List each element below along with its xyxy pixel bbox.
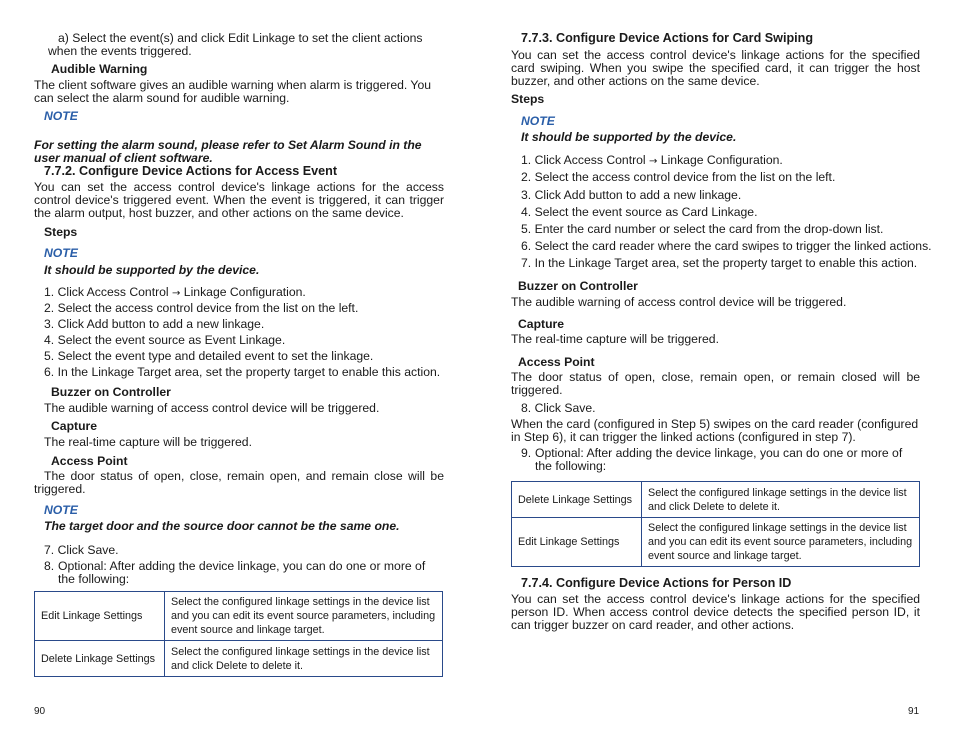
section-text: You can set the access control device's linkage actions for the specified person ID. When access control device detects the specified person ID, it can trigger buzzer on card reader, and other actions.	[511, 592, 920, 632]
table-cell-action: Delete Linkage Settings	[512, 482, 642, 518]
note-text: The target door and the source door cannot be the same one.	[44, 519, 400, 533]
list-item: 3. Click Add button to add a new linkage.	[44, 317, 265, 331]
note-text: For setting the alarm sound, please refer to Set Alarm Sound in the user manual of client software.	[34, 138, 422, 166]
list-item: 8. Click Save.	[521, 401, 596, 415]
list-item: 2. Select the access control device from the list on the left.	[44, 301, 359, 315]
access-point-text: The door status of open, close, remain open, or remain closed will be triggered.	[511, 370, 920, 397]
section-title: 7.7.4. Configure Device Actions for Person ID	[521, 576, 792, 590]
steps-label: Steps	[44, 225, 78, 239]
steps-label: Steps	[511, 92, 545, 106]
table-cell-description: Select the configured linkage settings in the device list and you can edit its event source parameters, including event source and linkage target.	[642, 518, 920, 567]
table-row	[35, 641, 443, 677]
list-item: 9. Optional: After adding the device linkage, you can do one or more of the following:	[521, 446, 903, 473]
capture-heading: Capture	[518, 317, 565, 331]
list-item: 4. Select the event source as Event Linkage.	[44, 333, 286, 347]
table-cell-action: Edit Linkage Settings	[35, 592, 165, 641]
buzzer-heading: Buzzer on Controller	[518, 279, 638, 293]
list-item: 8. Optional: After adding the device linkage, you can do one or more of the following:	[44, 559, 426, 586]
list-item: 1. Click Access Control → Linkage Configuration.	[521, 153, 783, 167]
list-item: 4. Select the event source as Card Linkage.	[521, 205, 758, 219]
section-title: 7.7.3. Configure Device Actions for Card Swiping	[521, 31, 814, 45]
list-item: 5. Select the event type and detailed event to set the linkage.	[44, 349, 374, 363]
step-8-text: When the card (configured in Step 5) swipes on the card reader (configured in Step 6), it can trigger the linked actions (configured in step 7).	[511, 417, 919, 444]
capture-text: The real-time capture will be triggered.	[511, 332, 719, 346]
list-item: 6. Select the card reader where the card swipes to trigger the linked actions.	[521, 239, 932, 253]
buzzer-text: The audible warning of access control device will be triggered.	[44, 401, 380, 415]
note-label: NOTE	[44, 503, 78, 517]
access-point-heading: Access Point	[51, 454, 128, 468]
note-label: NOTE	[44, 109, 78, 123]
table-cell-action: Delete Linkage Settings	[35, 641, 165, 677]
list-item: 2. Select the access control device from the list on the left.	[521, 170, 836, 184]
page-number: 90	[34, 706, 46, 717]
page-number: 91	[908, 706, 920, 717]
buzzer-text: The audible warning of access control device will be triggered.	[511, 295, 847, 309]
section-text: You can set the access control device's linkage actions for the access control device's triggered event. When the event is triggered, it can trigger the alarm output, host buzzer, and other actions on the same device.	[34, 180, 444, 220]
step-a-text: a) Select the event(s) and click Edit Linkage to set the client actions when the events triggered.	[48, 31, 423, 58]
capture-heading: Capture	[51, 419, 98, 433]
table-row	[512, 482, 920, 518]
note-label: NOTE	[521, 114, 555, 128]
note-label: NOTE	[44, 246, 78, 260]
list-item: 7. Click Save.	[44, 543, 119, 557]
linkage-table	[34, 591, 443, 677]
arrow-icon: →	[649, 156, 658, 167]
list-item: 3. Click Add button to add a new linkage.	[521, 188, 742, 202]
access-point-heading: Access Point	[518, 355, 595, 369]
section-text: You can set the access control device's linkage actions for the specified card swiping. When you swipe the specified card, it can trigger the host buzzer, and other actions on the same device.	[511, 48, 920, 88]
audible-warning-text: The client software gives an audible warning when alarm is triggered. You can select the alarm sound for audible warning.	[34, 78, 431, 105]
table-row	[35, 592, 443, 641]
table-cell-description: Select the configured linkage settings in the device list and click Delete to delete it.	[642, 482, 920, 518]
table-row	[512, 518, 920, 567]
buzzer-heading: Buzzer on Controller	[51, 385, 171, 399]
list-item: 7. In the Linkage Target area, set the property target to enable this action.	[521, 256, 918, 270]
audible-warning-heading: Audible Warning	[51, 62, 148, 76]
capture-text: The real-time capture will be triggered.	[44, 435, 252, 449]
list-item: 5. Enter the card number or select the card from the drop-down list.	[521, 222, 884, 236]
right-page	[477, 0, 954, 738]
table-cell-description: Select the configured linkage settings in the device list and you can edit its event source parameters, including event source and linkage target.	[165, 592, 443, 641]
note-text: It should be supported by the device.	[44, 263, 260, 277]
list-item: 1. Click Access Control → Linkage Configuration.	[44, 285, 306, 299]
note-text: It should be supported by the device.	[521, 130, 737, 144]
arrow-icon: →	[172, 288, 181, 299]
table-cell-description: Select the configured linkage settings in the device list and click Delete to delete it.	[165, 641, 443, 677]
list-item: 6. In the Linkage Target area, set the property target to enable this action.	[44, 365, 441, 379]
table-cell-action: Edit Linkage Settings	[512, 518, 642, 567]
linkage-table	[511, 481, 920, 567]
access-point-text: The door status of open, close, remain open, and remain close will be triggered.	[34, 469, 444, 496]
section-title: 7.7.2. Configure Device Actions for Access Event	[44, 164, 338, 178]
